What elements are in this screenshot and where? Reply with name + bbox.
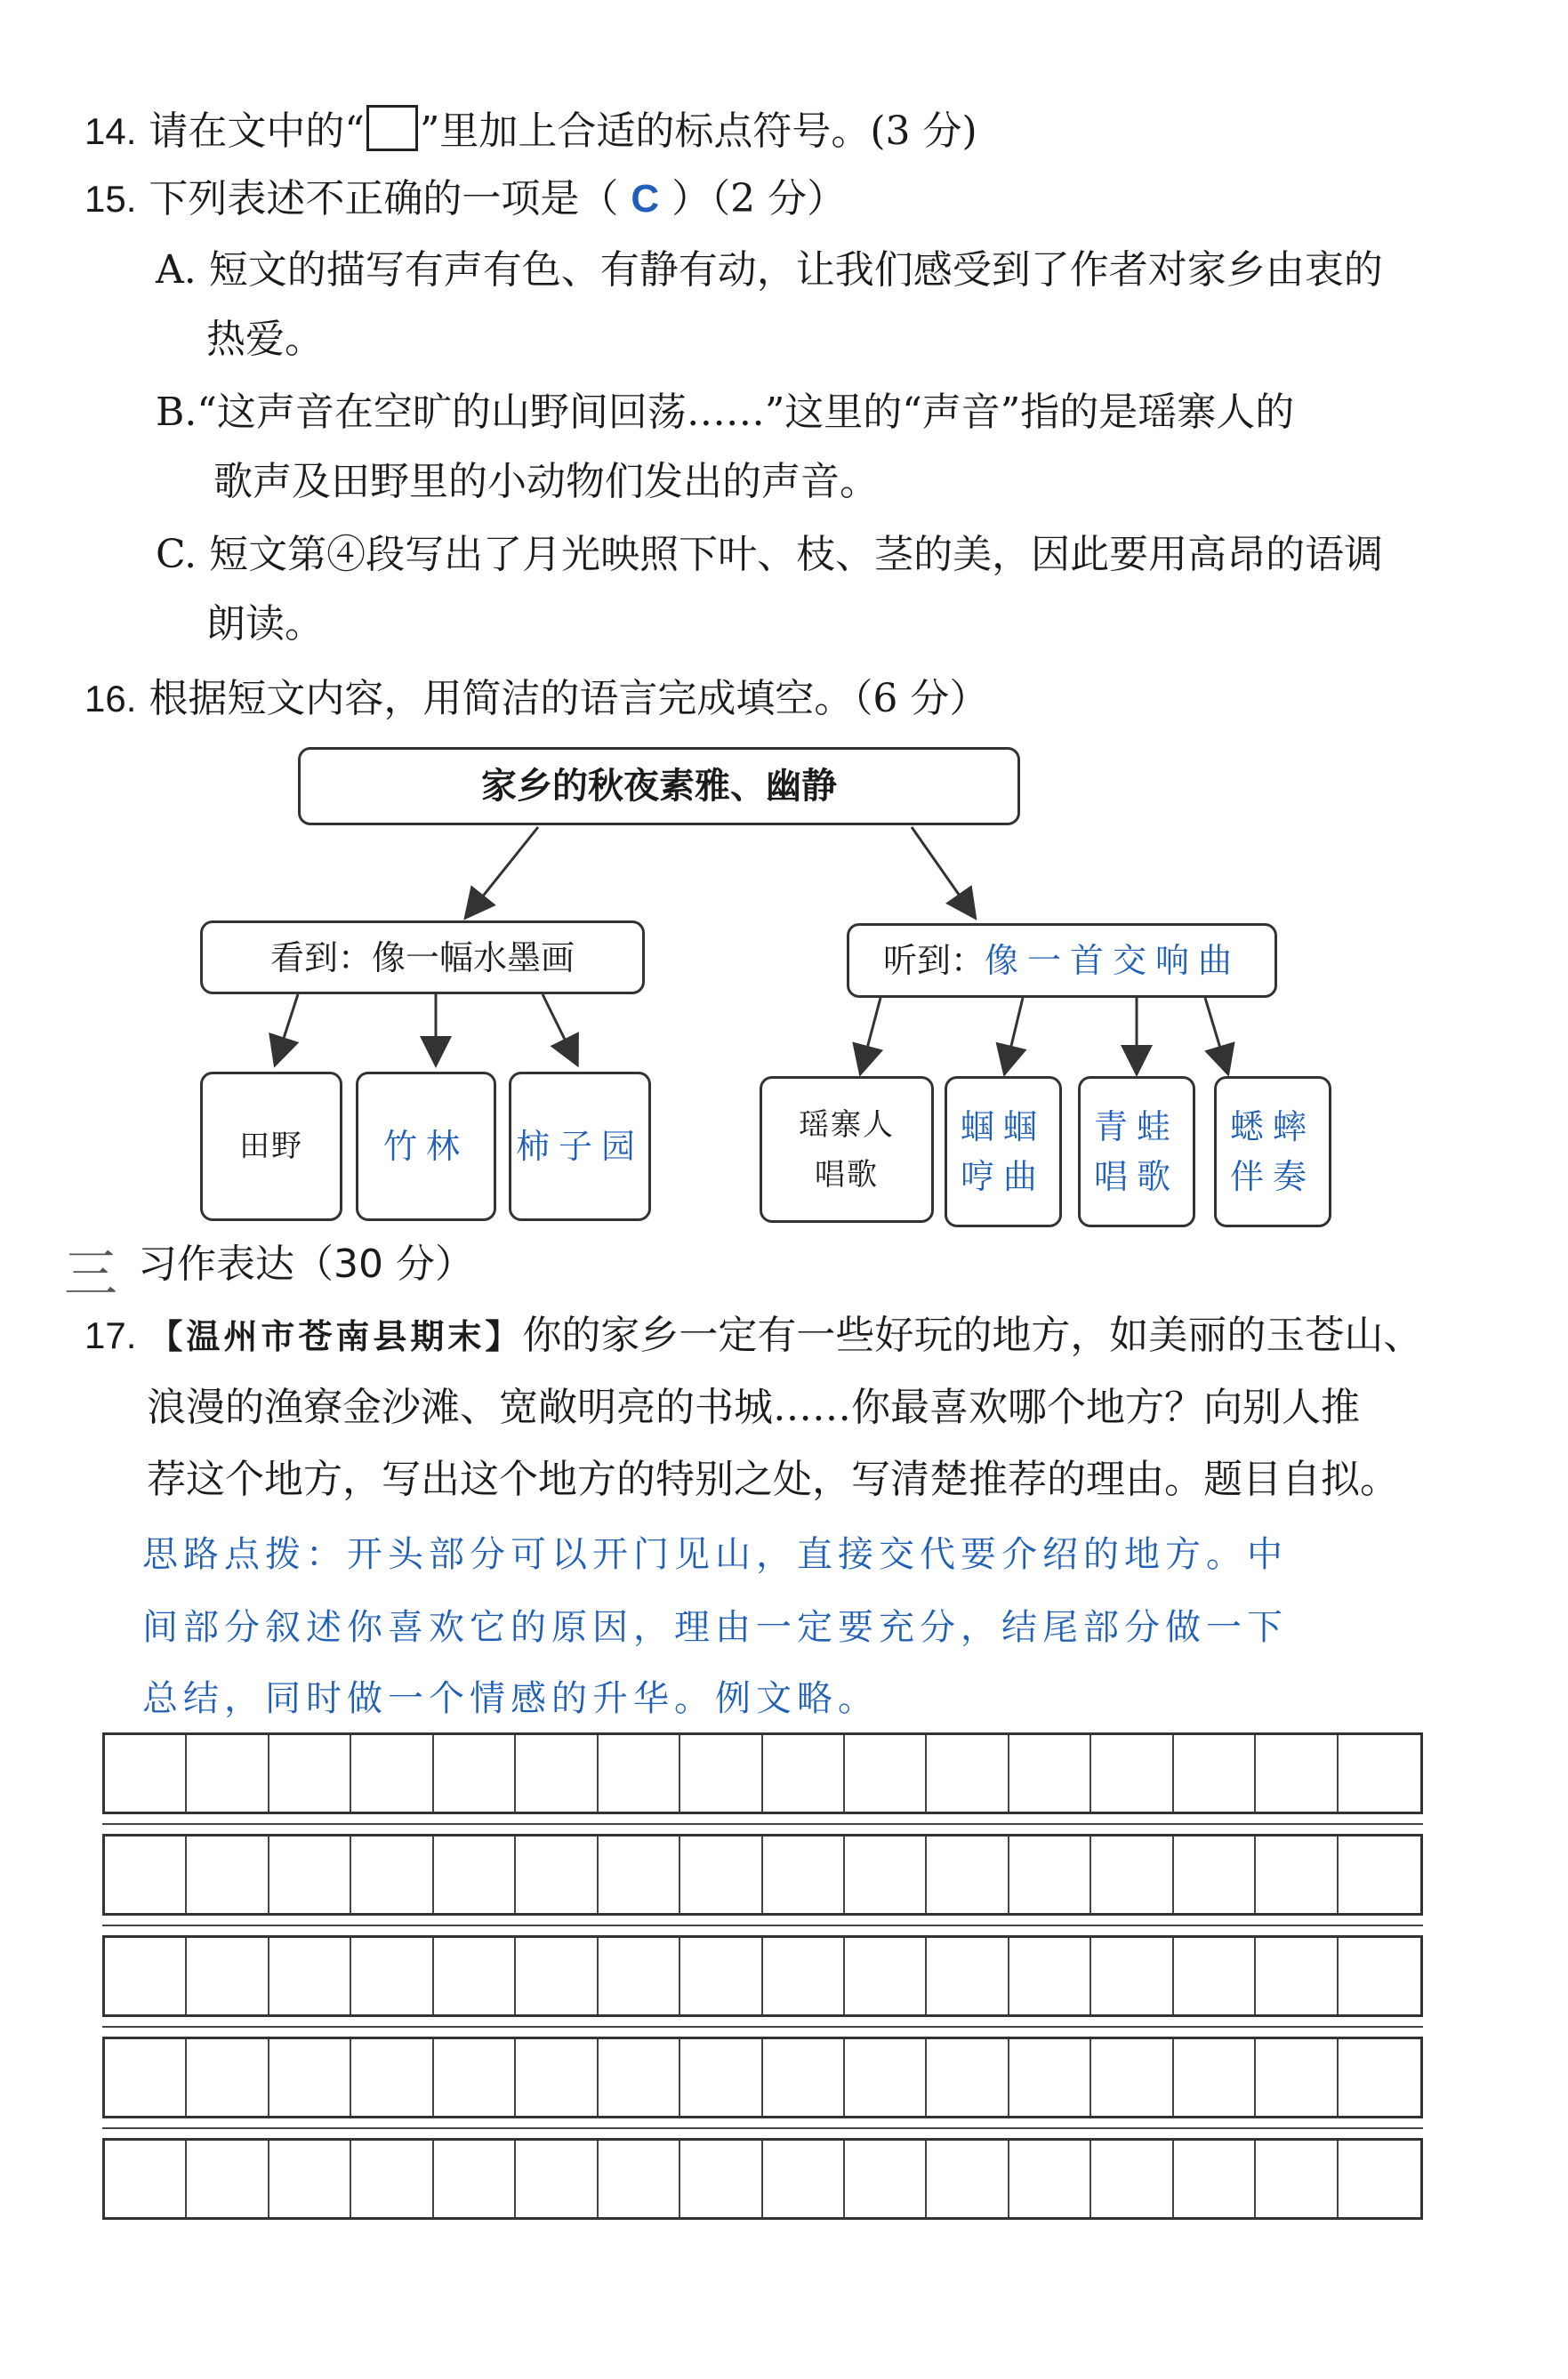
grid-cell[interactable] — [516, 1938, 598, 2014]
grid-cell[interactable] — [516, 1735, 598, 1812]
grid-cell[interactable] — [599, 2141, 680, 2217]
heard-item-line1: 瑶寨人 — [799, 1106, 895, 1143]
grid-cell[interactable] — [763, 2039, 845, 2116]
option-c-line1: C. 短文第④段写出了月光映照下叶、枝、茎的美，因此要用高昂的语调 — [156, 532, 1384, 577]
grid-row[interactable] — [102, 2138, 1423, 2220]
arrow-to-field — [276, 994, 298, 1063]
section-icon — [64, 1232, 117, 1308]
grid-cell[interactable] — [599, 2039, 680, 2116]
grid-separator — [102, 1823, 1423, 1825]
question-17 — [84, 1309, 1422, 1363]
grid-cell[interactable] — [105, 1836, 187, 1913]
grid-cell[interactable] — [269, 1836, 351, 1913]
grid-row[interactable] — [102, 1732, 1423, 1814]
grid-cell[interactable] — [351, 1836, 433, 1913]
seen-item-label: 田野 — [239, 1129, 303, 1164]
hint-text: 总结，同时做一个情感的升华。例文略。 — [142, 1678, 879, 1719]
grid-cell[interactable] — [351, 1735, 433, 1812]
grid-cell[interactable] — [599, 1836, 680, 1913]
grid-cell[interactable] — [1339, 2141, 1420, 2217]
arrow-to-yaozhai — [861, 998, 880, 1072]
grid-cell[interactable] — [1174, 2141, 1256, 2217]
grid-cell[interactable] — [845, 1836, 927, 1913]
grid-cell[interactable] — [927, 1735, 1009, 1812]
grid-cell[interactable] — [1256, 2141, 1338, 2217]
grid-cell[interactable] — [680, 1836, 762, 1913]
seen-box — [200, 920, 645, 994]
hint-text: 间部分叙述你喜欢它的原因，理由一定要充分，结尾部分做一下 — [142, 1607, 1288, 1648]
question-number: 14. — [84, 110, 137, 152]
grid-row[interactable] — [102, 1935, 1423, 2017]
grid-cell[interactable] — [927, 2039, 1009, 2116]
heard-prefix: 听到： — [882, 941, 985, 980]
arrow-to-persimmon — [543, 994, 576, 1063]
grid-cell[interactable] — [105, 2039, 187, 2116]
arrow-title-to-seen — [467, 827, 538, 916]
grid-cell[interactable] — [680, 1735, 762, 1812]
grid-cell[interactable] — [1091, 1735, 1173, 1812]
grid-cell[interactable] — [269, 1938, 351, 2014]
grid-cell[interactable] — [845, 2141, 927, 2217]
grid-cell[interactable] — [599, 1735, 680, 1812]
heard-item-line1: 青蛙 — [1093, 1107, 1179, 1146]
grid-cell[interactable] — [1256, 1938, 1338, 2014]
hint-text: 思路点拨：开头部分可以开门见山，直接交代要介绍的地方。中 — [142, 1534, 1288, 1575]
grid-cell[interactable] — [434, 1836, 516, 1913]
diagram-title-box — [298, 747, 1020, 825]
question-text: 根据短文内容，用简洁的语言完成填空。（6 分） — [149, 676, 989, 721]
grid-cell[interactable] — [105, 2141, 187, 2217]
hint-line2 — [142, 1601, 1288, 1654]
grid-cell[interactable] — [434, 1938, 516, 2014]
grid-cell[interactable] — [269, 2039, 351, 2116]
grid-separator — [102, 2026, 1423, 2028]
option-a-line2: 热爱。 — [206, 317, 324, 362]
seen-item-label: 竹林 — [382, 1127, 469, 1166]
question-number: 17. — [84, 1314, 137, 1356]
grid-cell[interactable] — [1174, 1735, 1256, 1812]
option-b-line2: 歌声及田野里的小动物们发出的声音。 — [213, 459, 879, 504]
grid-cell[interactable] — [845, 1735, 927, 1812]
grid-cell[interactable] — [763, 2141, 845, 2217]
heard-item-line1: 蟋蟀 — [1229, 1107, 1315, 1146]
answer-choice: C — [631, 177, 660, 221]
grid-cell[interactable] — [599, 1938, 680, 2014]
arrow-to-katydid — [1005, 998, 1023, 1072]
question-text-end: ”里加上合适的标点符号。(3 分) — [419, 109, 977, 154]
grid-cell[interactable] — [763, 1735, 845, 1812]
question-17-line3: 荐这个地方，写出这个地方的特别之处，写清楚推荐的理由。题目自拟。 — [147, 1457, 1399, 1502]
grid-cell[interactable] — [680, 2039, 762, 2116]
heard-item-line2: 伴奏 — [1229, 1157, 1315, 1196]
section-title — [138, 1238, 474, 1291]
diagram-title: 家乡的秋夜素雅、幽静 — [481, 766, 837, 807]
grid-cell[interactable] — [680, 1938, 762, 2014]
grid-separator — [102, 2127, 1423, 2129]
seen-item-persimmon — [509, 1072, 651, 1221]
section-title-text: 习作表达（30 分） — [138, 1242, 474, 1287]
grid-cell[interactable] — [927, 1836, 1009, 1913]
grid-cell[interactable] — [516, 2141, 598, 2217]
grid-cell[interactable] — [187, 1735, 269, 1812]
question-number: 15. — [84, 178, 137, 220]
seen-item-label: 柿子园 — [515, 1127, 644, 1166]
grid-cell[interactable] — [927, 1938, 1009, 2014]
grid-cell[interactable] — [1091, 2141, 1173, 2217]
question-text: 请在文中的“ — [149, 109, 365, 154]
question-17-cont2 — [147, 1453, 1399, 1507]
question-stem: 下列表述不正确的一项是（ — [149, 176, 619, 221]
seen-label: 看到：像一幅水墨画 — [269, 937, 575, 977]
grid-cell[interactable] — [269, 2141, 351, 2217]
grid-cell[interactable] — [105, 1938, 187, 2014]
grid-cell[interactable] — [1256, 2039, 1338, 2116]
grid-cell[interactable] — [1256, 1735, 1338, 1812]
option-a-line1: A. 短文的描写有声有色、有静有动，让我们感受到了作者对家乡由衷的 — [156, 247, 1383, 293]
heard-item-katydid — [945, 1076, 1062, 1227]
grid-cell[interactable] — [1009, 1836, 1091, 1913]
grid-cell[interactable] — [269, 1735, 351, 1812]
arrow-to-cricket — [1205, 998, 1227, 1072]
heard-item-line1: 蝈蝈 — [960, 1107, 1046, 1146]
heard-item-line2: 唱歌 — [1093, 1157, 1179, 1196]
grid-separator — [102, 1925, 1423, 1926]
seen-item-field — [200, 1072, 342, 1221]
grid-cell[interactable] — [1091, 1836, 1173, 1913]
heard-box — [847, 923, 1277, 998]
grid-cell[interactable] — [187, 1836, 269, 1913]
grid-cell[interactable] — [351, 2039, 433, 2116]
section-number: 三 — [64, 1243, 117, 1306]
grid-cell[interactable] — [105, 1735, 187, 1812]
grid-cell[interactable] — [351, 2141, 433, 2217]
heard-answer: 像一首交响曲 — [985, 941, 1242, 980]
heard-item-line2: 唱歌 — [815, 1156, 879, 1193]
grid-cell[interactable] — [1091, 1938, 1173, 2014]
grid-cell[interactable] — [187, 1938, 269, 2014]
grid-cell[interactable] — [1339, 1836, 1420, 1913]
grid-cell[interactable] — [845, 2039, 927, 2116]
grid-cell[interactable] — [1091, 2039, 1173, 2116]
grid-cell[interactable] — [1009, 2141, 1091, 2217]
heard-item-line2: 哼曲 — [960, 1157, 1046, 1196]
option-b-line1: B.“这声音在空旷的山野间回荡……”这里的“声音”指的是瑶寨人的 — [156, 390, 1295, 435]
grid-cell[interactable] — [1174, 1938, 1256, 2014]
grid-row[interactable] — [102, 2037, 1423, 2118]
grid-cell[interactable] — [1174, 2039, 1256, 2116]
grid-cell[interactable] — [1339, 1735, 1420, 1812]
grid-cell[interactable] — [516, 2039, 598, 2116]
hint-line1 — [142, 1528, 1288, 1581]
grid-cell[interactable] — [1009, 1938, 1091, 2014]
grid-cell[interactable] — [187, 2039, 269, 2116]
grid-cell[interactable] — [516, 1836, 598, 1913]
grid-row[interactable] — [102, 1834, 1423, 1916]
arrow-title-to-heard — [912, 827, 974, 916]
heard-item-frog — [1078, 1076, 1195, 1227]
grid-cell[interactable] — [434, 2141, 516, 2217]
grid-cell[interactable] — [1009, 1735, 1091, 1812]
grid-cell[interactable] — [1009, 2039, 1091, 2116]
hint-line3 — [142, 1672, 879, 1725]
grid-cell[interactable] — [1339, 1938, 1420, 2014]
grid-cell[interactable] — [763, 1836, 845, 1913]
heard-item-yaozhai — [760, 1076, 934, 1223]
grid-cell[interactable] — [1256, 1836, 1338, 1913]
grid-cell[interactable] — [434, 1735, 516, 1812]
grid-cell[interactable] — [351, 1938, 433, 2014]
grid-cell[interactable] — [927, 2141, 1009, 2217]
grid-cell[interactable] — [187, 2141, 269, 2217]
question-stem-end: ）（2 分） — [671, 176, 847, 221]
grid-cell[interactable] — [680, 2141, 762, 2217]
question-17-line2: 浪漫的渔寮金沙滩、宽敞明亮的书城……你最喜欢哪个地方？向别人推 — [147, 1385, 1360, 1430]
grid-cell[interactable] — [845, 1938, 927, 2014]
question-17-line1: 你的家乡一定有一些好玩的地方，如美丽的玉苍山、 — [522, 1313, 1423, 1358]
grid-cell[interactable] — [1339, 2039, 1420, 2116]
option-c-line2: 朗读。 — [206, 601, 324, 647]
seen-item-bamboo — [356, 1072, 496, 1221]
grid-cell[interactable] — [434, 2039, 516, 2116]
question-number: 16. — [84, 678, 137, 719]
source-tag: 【温州市苍南县期末】 — [149, 1317, 523, 1356]
grid-cell[interactable] — [1174, 1836, 1256, 1913]
grid-cell[interactable] — [763, 1938, 845, 2014]
question-17-cont1 — [147, 1381, 1360, 1435]
heard-item-cricket — [1214, 1076, 1331, 1227]
